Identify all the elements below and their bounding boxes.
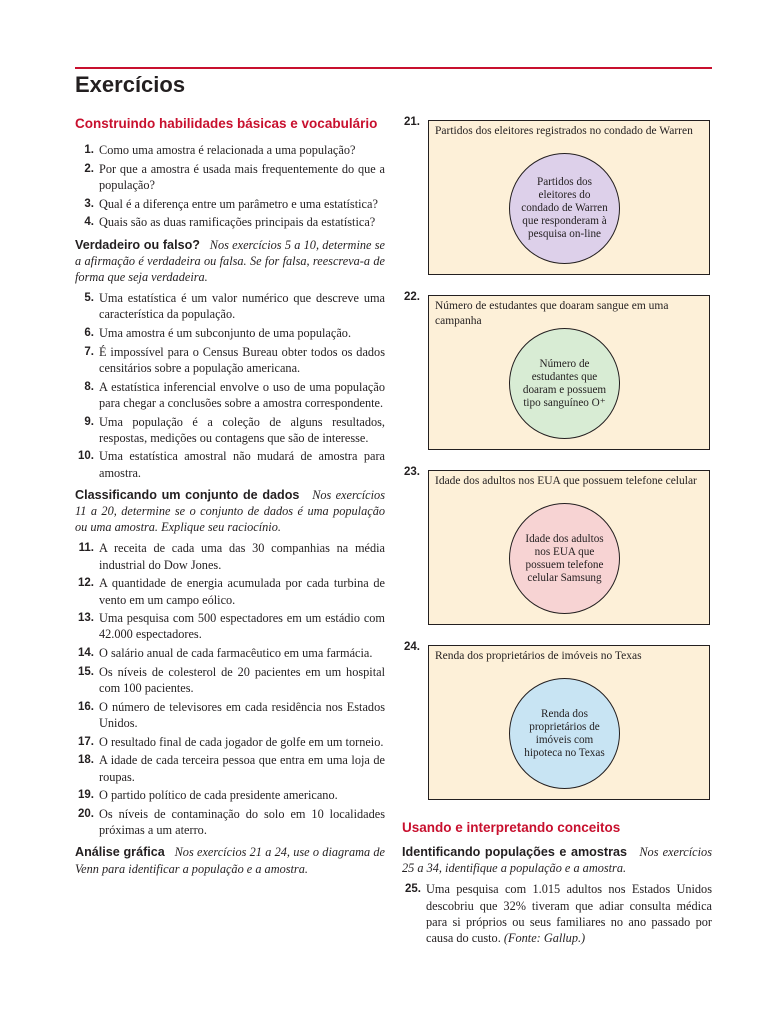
exercise-number: 22. — [404, 291, 420, 303]
sample-label: Idade dos adultos nos EUA que possuem telefone celular Samsung — [525, 532, 604, 584]
venn-diagram-sample-circle — [509, 503, 620, 614]
sample-label: Número de estudantes que doaram e possuem tipo sanguíneo O⁺ — [522, 357, 607, 409]
exercise-item: 15. Os níveis de colesterol de 20 pacientes em um hospital com 100 pacientes. — [78, 664, 385, 696]
classify-intro — [75, 487, 385, 536]
venn-diagram-sample-circle — [509, 328, 620, 439]
exercise-item: 5. Uma estatística é um valor numérico que descreve uma característica da população. — [84, 291, 385, 322]
venn-diagram-sample-circle — [509, 153, 620, 264]
exercise-item: 2. Por que a amostra é usada mais frequentemente do que a população? — [84, 161, 385, 192]
exercise-item: 1. Como uma amostra é relacionada a uma população? — [84, 143, 356, 157]
population-label: Número de estudantes que doaram sangue em uma campanha — [435, 300, 669, 327]
population-label: Partidos dos eleitores registrados no condado de Warren — [435, 125, 693, 137]
exercise-number: 24. — [404, 641, 420, 653]
venn-diagram-sample-circle — [509, 678, 620, 789]
section-title-concepts: Usando e interpretando conceitos — [402, 820, 621, 835]
exercise-item: 4. Quais são as duas ramificações principais da estatística? — [84, 215, 376, 230]
exercise-item: 18. A idade de cada terceira pessoa que entra em uma loja de roupas. — [78, 753, 385, 784]
exercise-item: 6. Uma amostra é um subconjunto de uma população. — [84, 326, 352, 341]
true-false-intro — [75, 237, 385, 286]
exercise-list-11-20 — [75, 540, 385, 838]
exercise-item: 17. O resultado final de cada jogador de golfe em um torneio. — [78, 734, 384, 749]
graphic-intro — [75, 844, 385, 876]
venn-exercise-21 — [402, 116, 712, 291]
venn-diagram-population — [428, 295, 710, 450]
exercise-item: 3. Qual é a diferença entre um parâmetro e uma estatística? — [84, 196, 378, 211]
sample-label: Renda dos proprietários de imóveis com hipoteca no Texas — [524, 707, 605, 759]
population-label: Renda dos proprietários de imóveis no Texas — [435, 650, 642, 662]
venn-diagram-population — [428, 645, 710, 800]
exercise-item: 7. É impossível para o Census Bureau obter todos os dados censitários sobre a população americana. — [84, 344, 385, 375]
section-title-basic-skills: Construindo habilidades básicas e vocabulário — [75, 116, 378, 131]
exercise-item: 11. A receita de cada uma das 30 companhias na média industrial do Dow Jones. — [78, 541, 385, 572]
venn-diagram-population — [428, 120, 710, 275]
classify-heading: Classificando um conjunto de dados — [75, 487, 300, 502]
venn-exercise-24 — [402, 641, 712, 816]
population-label: Idade dos adultos nos EUA que possuem telefone celular — [435, 475, 697, 487]
exercise-item: 12. A quantidade de energia acumulada por cada turbina de vento em um campo eólico. — [78, 576, 385, 607]
page-title: Exercícios — [75, 72, 186, 97]
sample-label: Partidos dos eleitores do condado de Warren que responderam à pesquisa on-line — [521, 176, 608, 240]
exercise-list-5-10 — [75, 290, 385, 481]
source-citation: (Fonte: Gallup.) — [503, 931, 586, 946]
exercise-number: 21. — [404, 116, 420, 128]
venn-exercise-22 — [402, 291, 712, 466]
exercise-item: 16. O número de televisores em cada residência nos Estados Unidos. — [78, 699, 385, 730]
identify-heading: Identificando populações e amostras — [402, 845, 627, 859]
graphic-instruction: Nos exercícios 21 a 24, use o diagrama de Venn para identificar a população e a amostra. — [75, 845, 385, 876]
true-false-instruction: Nos exercícios 5 a 10, determine se a afirmação é verdadeira ou falsa. Se for falsa, reescreva-a de forma que seja verdadeira. — [75, 237, 385, 284]
exercise-list-1-4 — [75, 142, 385, 231]
exercise-item: 10. Uma estatística amostral não mudará de amostra para amostra. — [78, 449, 385, 480]
true-false-heading: Verdadeiro ou falso? — [75, 237, 200, 252]
exercise-item: 13. Uma pesquisa com 500 espectadores em um estádio com 42.000 espectadores. — [78, 611, 385, 642]
exercise-item: 9. Uma população é a coleção de alguns resultados, respostas, medições ou contagens que são de interesse. — [84, 414, 385, 445]
classify-instruction: Nos exercícios 11 a 20, determine se o conjunto de dados é uma população ou uma amostra. Explique seu raciocínio. — [75, 487, 385, 535]
graphic-heading: Análise gráfica — [75, 845, 165, 860]
exercise-number: 23. — [404, 466, 420, 478]
venn-exercise-23 — [402, 466, 712, 641]
exercise-list-25 — [402, 881, 712, 946]
header-rule — [75, 67, 712, 69]
identify-intro — [402, 844, 712, 876]
left-column — [75, 116, 385, 882]
exercise-item: 8. A estatística inferencial envolve o uso de uma população para chegar a conclusões sobre a amostra correspondente. — [84, 379, 385, 410]
exercise-item: 25. Uma pesquisa com 1.015 adultos nos Estados Unidos descobriu que 32% tiveram que adiar consulta médica para si próprios ou seus familiares no ano passado por causa do custo. (Fonte: Gallup.) — [405, 882, 712, 946]
exercise-item: 19. O partido político de cada presidente americano. — [78, 788, 338, 803]
venn-diagram-population — [428, 470, 710, 625]
right-column — [402, 116, 712, 949]
identify-instruction: Nos exercícios 25 a 34, identifique a população e a amostra. — [402, 845, 712, 876]
exercise-item: 14. O salário anual de cada farmacêutico em uma farmácia. — [78, 646, 373, 661]
exercise-item: 20. Os níveis de contaminação do solo em 10 localidades próximas a um aterro. — [78, 807, 385, 838]
